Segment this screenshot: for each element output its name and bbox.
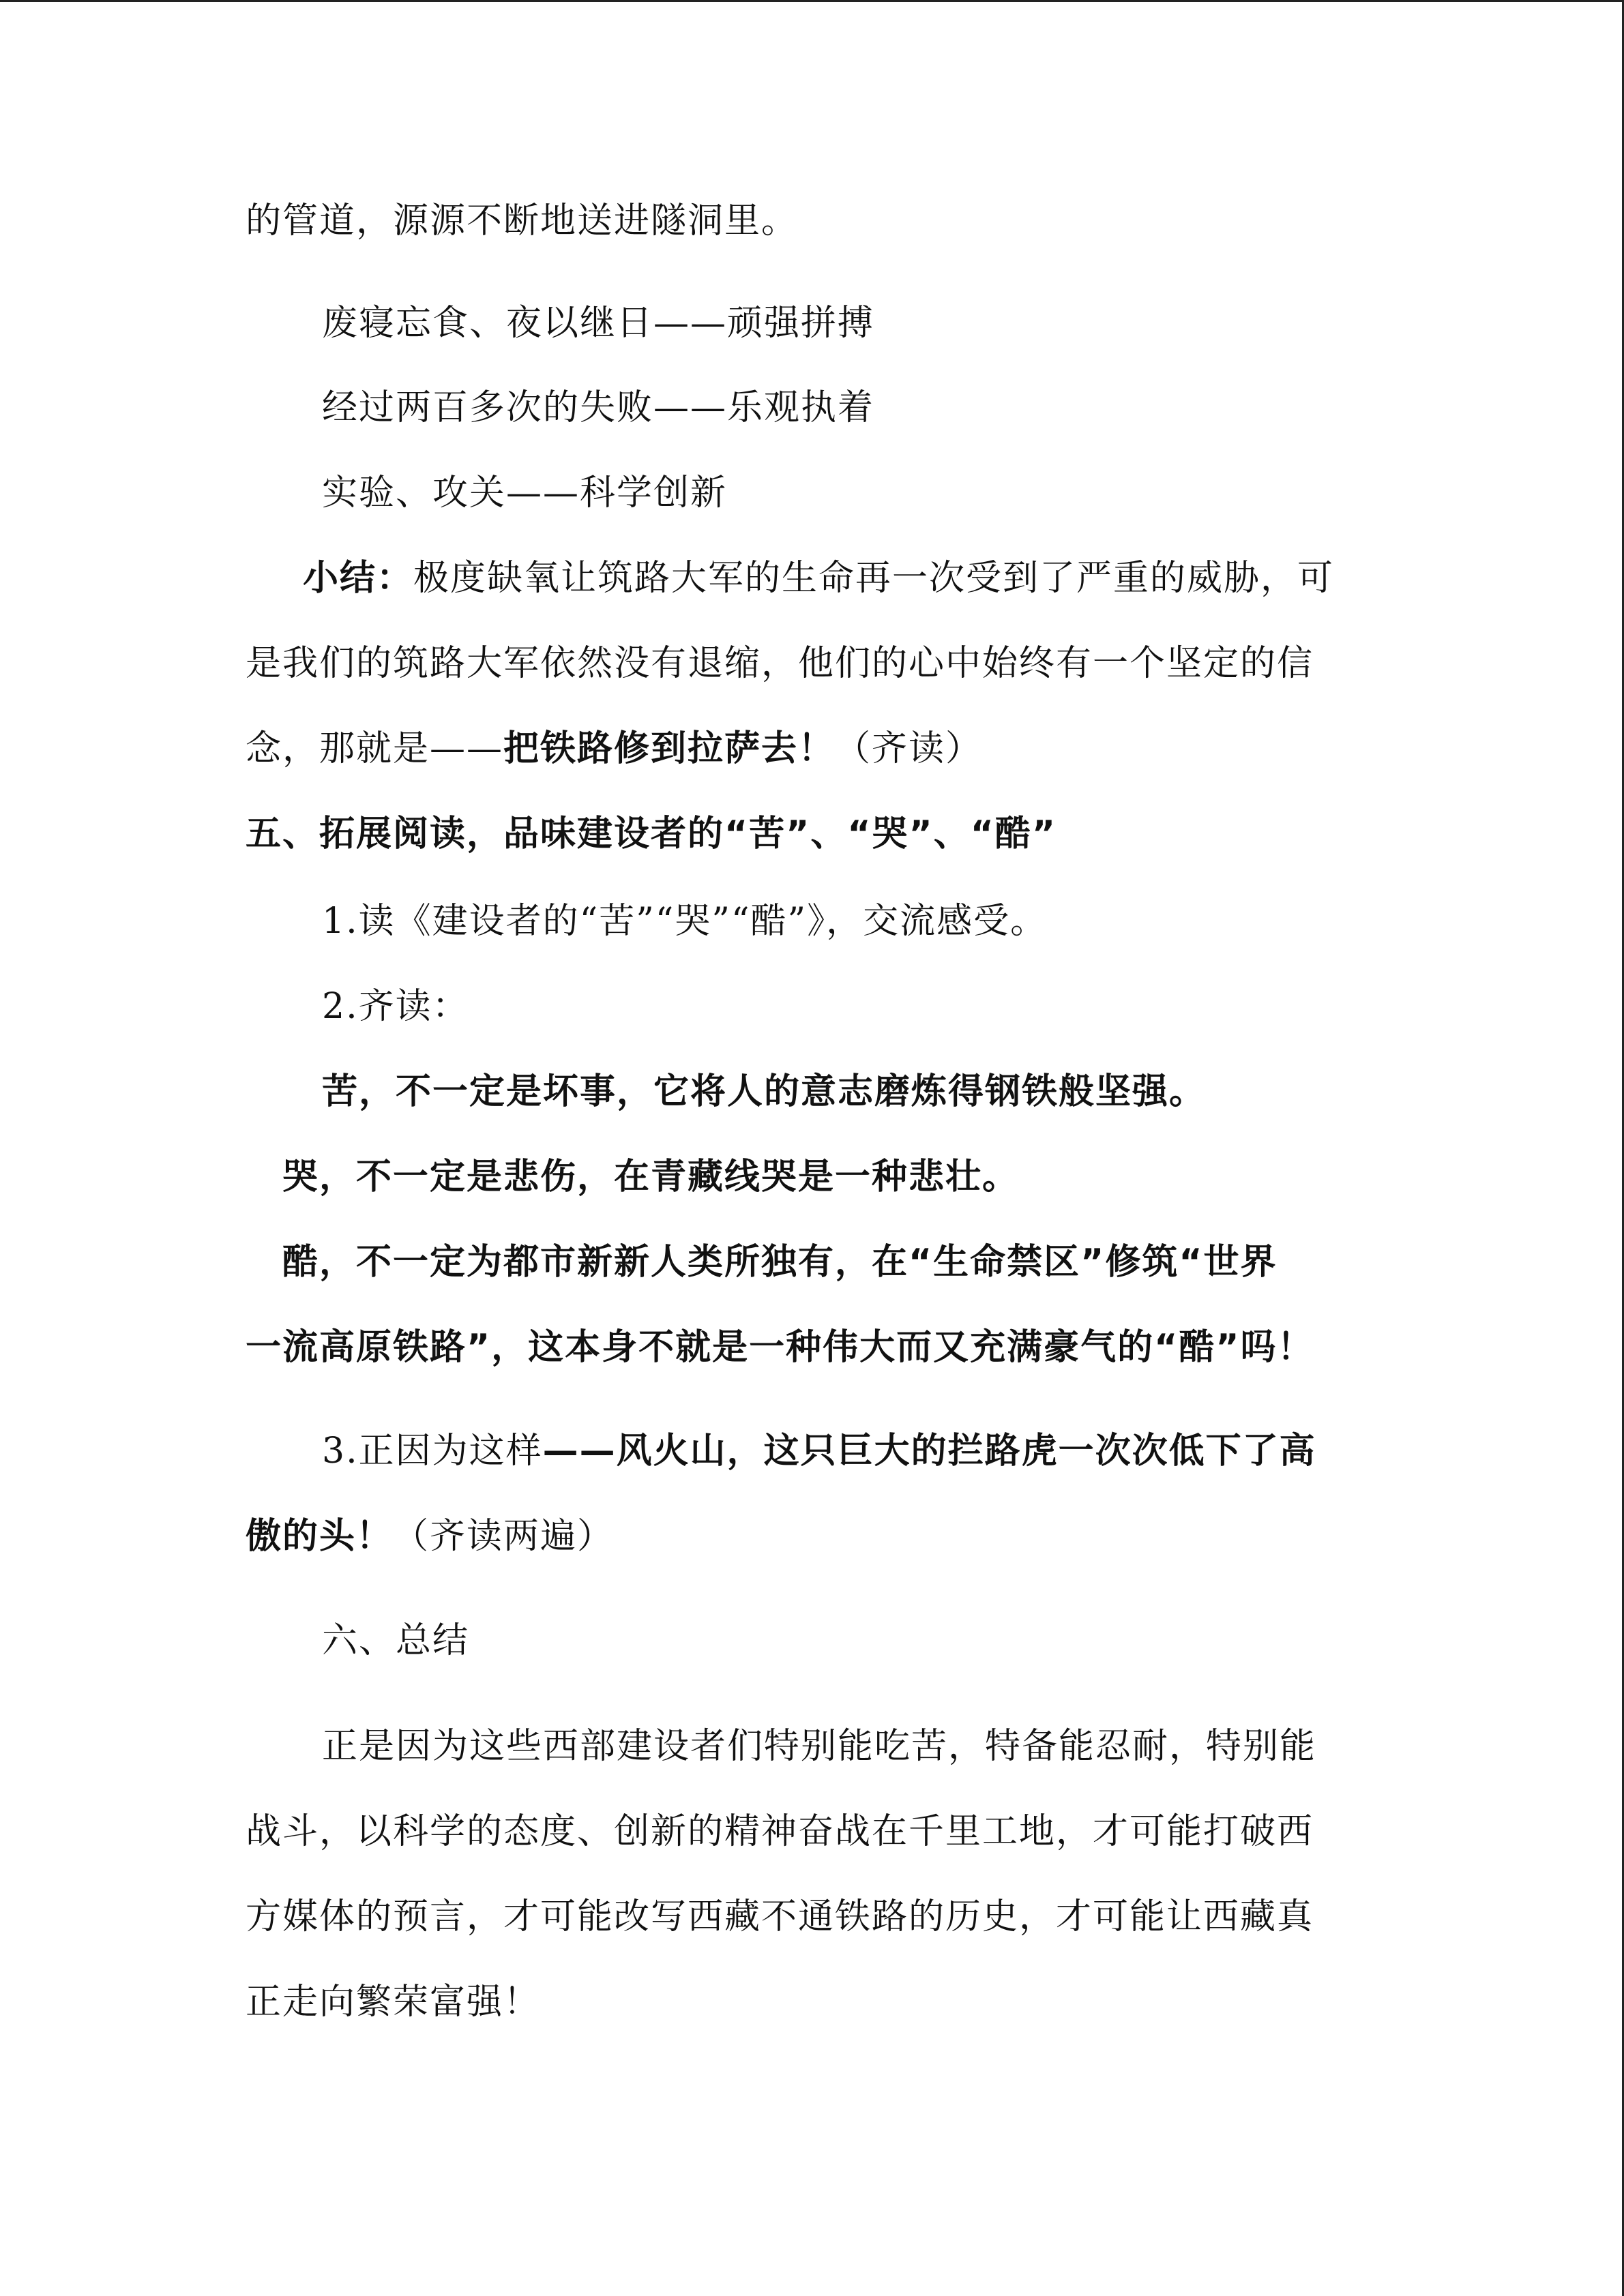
bold-line: 酷，不一定为都市新新人类所独有，在“生命禁区”修筑“世界 (282, 1242, 1278, 1283)
text-line: 2.齐读： (322, 986, 469, 1027)
text-line: 方媒体的预言，才可能改写西藏不通铁路的历史，才可能让西藏真 (246, 1896, 1314, 1937)
text-span: （齐读两遍） (393, 1516, 615, 1557)
text-line: 的管道，源源不断地送进隧洞里。 (246, 200, 799, 241)
text-line: 废寝忘食、夜以继日——顽强拼搏 (322, 303, 875, 344)
summary-text: 极度缺氧让筑路大军的生命再一次受到了严重的威胁，可 (413, 558, 1335, 599)
text-line: 是我们的筑路大军依然没有退缩，他们的心中始终有一个坚定的信 (246, 643, 1314, 684)
text-span: （齐读） (835, 728, 983, 769)
text-line: 正是因为这些西部建设者们特别能吃苦，特备能忍耐，特别能 (322, 1726, 1317, 1767)
bold-line: 苦，不一定是坏事，它将人的意志磨炼得钢铁般坚强。 (322, 1071, 1207, 1112)
text-line: 正走向繁荣富强！ (246, 1982, 541, 2023)
bold-span: ——风火山，这只巨大的拦路虎一次次低下了高 (542, 1431, 1316, 1472)
bold-line: 哭，不一定是悲伤，在青藏线哭是一种悲壮。 (282, 1157, 1020, 1197)
text-line: 经过两百多次的失败——乐观执着 (322, 387, 875, 428)
page-border-top (0, 0, 1624, 2)
text-span: 3.正因为这样 (322, 1431, 543, 1472)
bold-slogan: 把铁路修到拉萨去！ (503, 728, 836, 769)
section-heading-5: 五、拓展阅读，品味建设者的“苦”、“哭”、“酷” (246, 814, 1057, 854)
text-line (246, 1516, 615, 1557)
summary-line (303, 558, 1335, 599)
text-line: 实验、攻关——科学创新 (322, 473, 728, 513)
bold-line: 一流高原铁路”，这本身不就是一种伟大而又充满豪气的“酷”吗！ (246, 1327, 1314, 1368)
section-heading-6: 六、总结 (322, 1620, 470, 1661)
summary-label: 小结： (303, 558, 414, 599)
text-line (246, 728, 983, 769)
text-line: 战斗，以科学的态度、创新的精神奋战在千里工地，才可能打破西 (246, 1811, 1314, 1852)
bold-span: 傲的头！ (246, 1516, 394, 1557)
text-line: 1.读《建设者的“苦”“哭”“酷”》，交流感受。 (322, 901, 1048, 942)
text-span: 念，那就是—— (246, 728, 504, 769)
text-line (322, 1431, 1316, 1472)
